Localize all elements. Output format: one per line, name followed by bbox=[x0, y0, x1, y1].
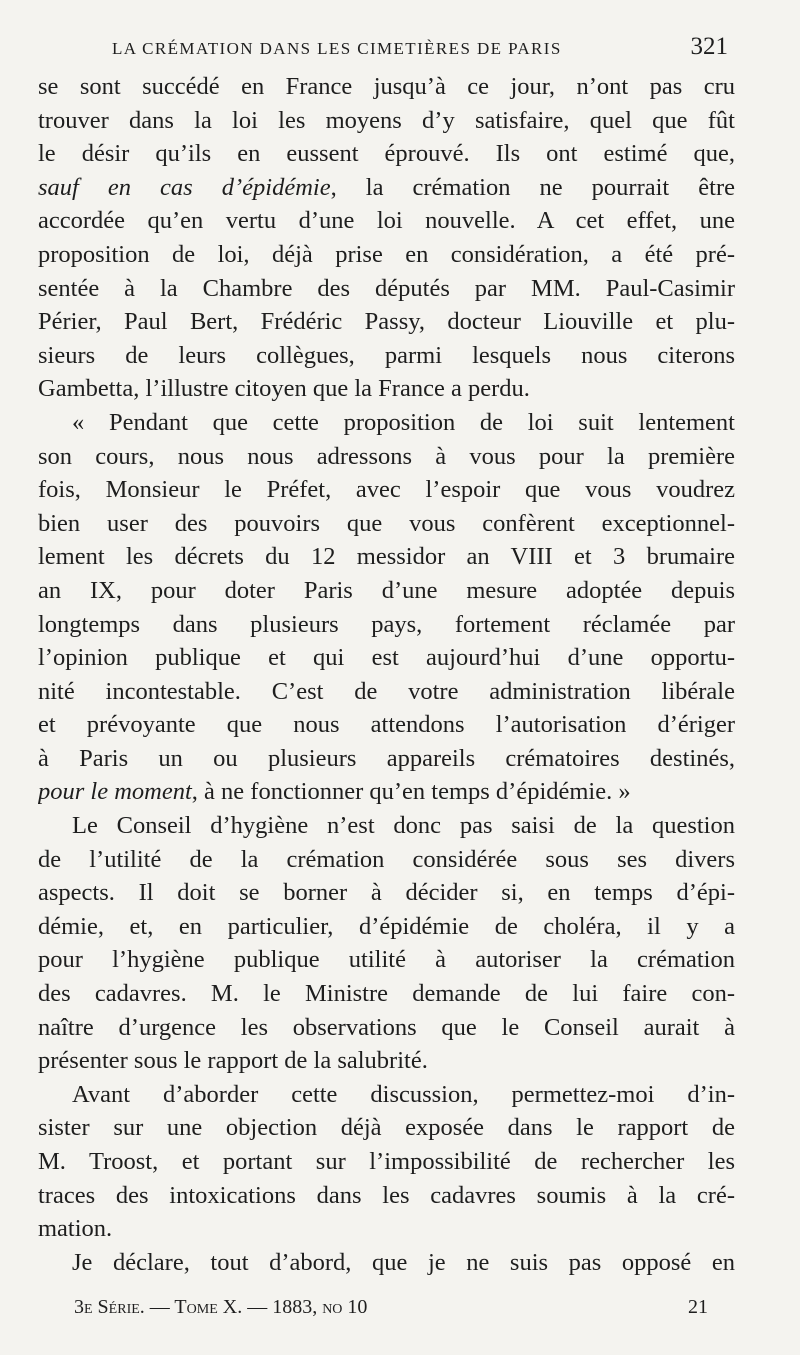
running-head bbox=[112, 33, 728, 63]
italic-phrase: sauf en cas d’épidémie bbox=[38, 173, 331, 201]
text-line: bien user des pouvoirs que vous confèrent exceptionnel- bbox=[38, 509, 735, 537]
text-line-italic-start bbox=[38, 775, 735, 809]
text-line-rest: , à ne fonctionner qu’en temps d’épidémie. » bbox=[191, 778, 631, 806]
text-line: longtemps dans plusieurs pays, fortement réclamée par bbox=[38, 610, 735, 638]
text-line: démie, et, en particulier, d’épidémie de choléra, il y a bbox=[38, 912, 735, 940]
text-line: Le Conseil d’hygiène n’est donc pas saisi de la question bbox=[72, 812, 735, 840]
running-title: LA CRÉMATION DANS LES CIMETIÈRES DE PARIS bbox=[112, 39, 562, 58]
text-line: proposition de loi, déjà prise en considération, a été pré- bbox=[38, 240, 735, 268]
series-info: 3e Série. — Tome X. — 1883, no 10 bbox=[74, 1296, 368, 1318]
text-line: de l’utilité de la crémation considérée sous ses divers bbox=[38, 845, 735, 873]
text-line: mation. bbox=[38, 1215, 113, 1243]
text-line: fois, Monsieur le Préfet, avec l’espoir que vous voudrez bbox=[38, 476, 735, 504]
text-line: sieurs de leurs collègues, parmi lesquels nous citerons bbox=[38, 341, 735, 369]
text-line: traces des intoxications dans les cadavres soumis à la cré- bbox=[38, 1181, 735, 1209]
text-line: naître d’urgence les observations que le Conseil aurait à bbox=[38, 1013, 735, 1041]
text-line: se sont succédé en France jusqu’à ce jour, n’ont pas cru bbox=[38, 73, 735, 100]
text-line: Gambetta, l’illustre citoyen que la France a perdu. bbox=[38, 375, 530, 403]
italic-phrase: pour le moment bbox=[38, 778, 192, 806]
signature-mark: 21 bbox=[688, 1296, 708, 1318]
text-line: le désir qu’ils en eussent éprouvé. Ils ont estimé que, bbox=[38, 140, 735, 168]
text-line: des cadavres. M. le Ministre demande de lui faire con- bbox=[38, 980, 735, 1008]
text-line: et prévoyante que nous attendons l’autorisation d’ériger bbox=[38, 711, 735, 739]
text-line-rest: , la crémation ne pourrait être bbox=[330, 173, 735, 201]
text-line: M. Troost, et portant sur l’impossibilité de rechercher les bbox=[38, 1148, 735, 1175]
text-line: sentée à la Chambre des députés par MM. Paul-Casimir bbox=[38, 274, 735, 302]
text-line: aspects. Il doit se borner à décider si, en temps d’épi- bbox=[38, 879, 735, 907]
text-line: trouver dans la loi les moyens d’y satisfaire, quel que fût bbox=[38, 106, 735, 134]
text-line: an IX, pour doter Paris d’une mesure adoptée depuis bbox=[38, 576, 735, 604]
text-line: lement les décrets du 12 messidor an VIII et 3 brumaire bbox=[38, 543, 735, 571]
text-line: pour l’hygiène publique utilité à autoriser la crémation bbox=[38, 946, 735, 974]
text-line: l’opinion publique et qui est aujourd’hui d’une opportu- bbox=[38, 644, 735, 672]
body-text bbox=[38, 70, 735, 1279]
text-line: Périer, Paul Bert, Frédéric Passy, docteur Liouville et plu- bbox=[38, 308, 735, 336]
text-line: sister sur une objection déjà exposée dans le rapport de bbox=[38, 1114, 735, 1142]
text-line-italic-start bbox=[38, 171, 735, 205]
text-line: accordée qu’en vertu d’une loi nouvelle. A cet effet, une bbox=[38, 207, 735, 235]
text-line: son cours, nous nous adressons à vous pour la première bbox=[38, 442, 735, 470]
text-line: Avant d’aborder cette discussion, permettez-moi d’in- bbox=[72, 1080, 735, 1108]
page-footer bbox=[74, 1296, 708, 1319]
page-number: 321 bbox=[690, 33, 728, 60]
text-line: à Paris un ou plusieurs appareils crématoires destinés, bbox=[38, 744, 735, 772]
text-line: présenter sous le rapport de la salubrité. bbox=[38, 1047, 428, 1075]
text-line: Je déclare, tout d’abord, que je ne suis pas opposé en bbox=[72, 1248, 735, 1276]
text-line: nité incontestable. C’est de votre administration libérale bbox=[38, 677, 735, 705]
text-line: « Pendant que cette proposition de loi suit lentement bbox=[72, 408, 735, 436]
